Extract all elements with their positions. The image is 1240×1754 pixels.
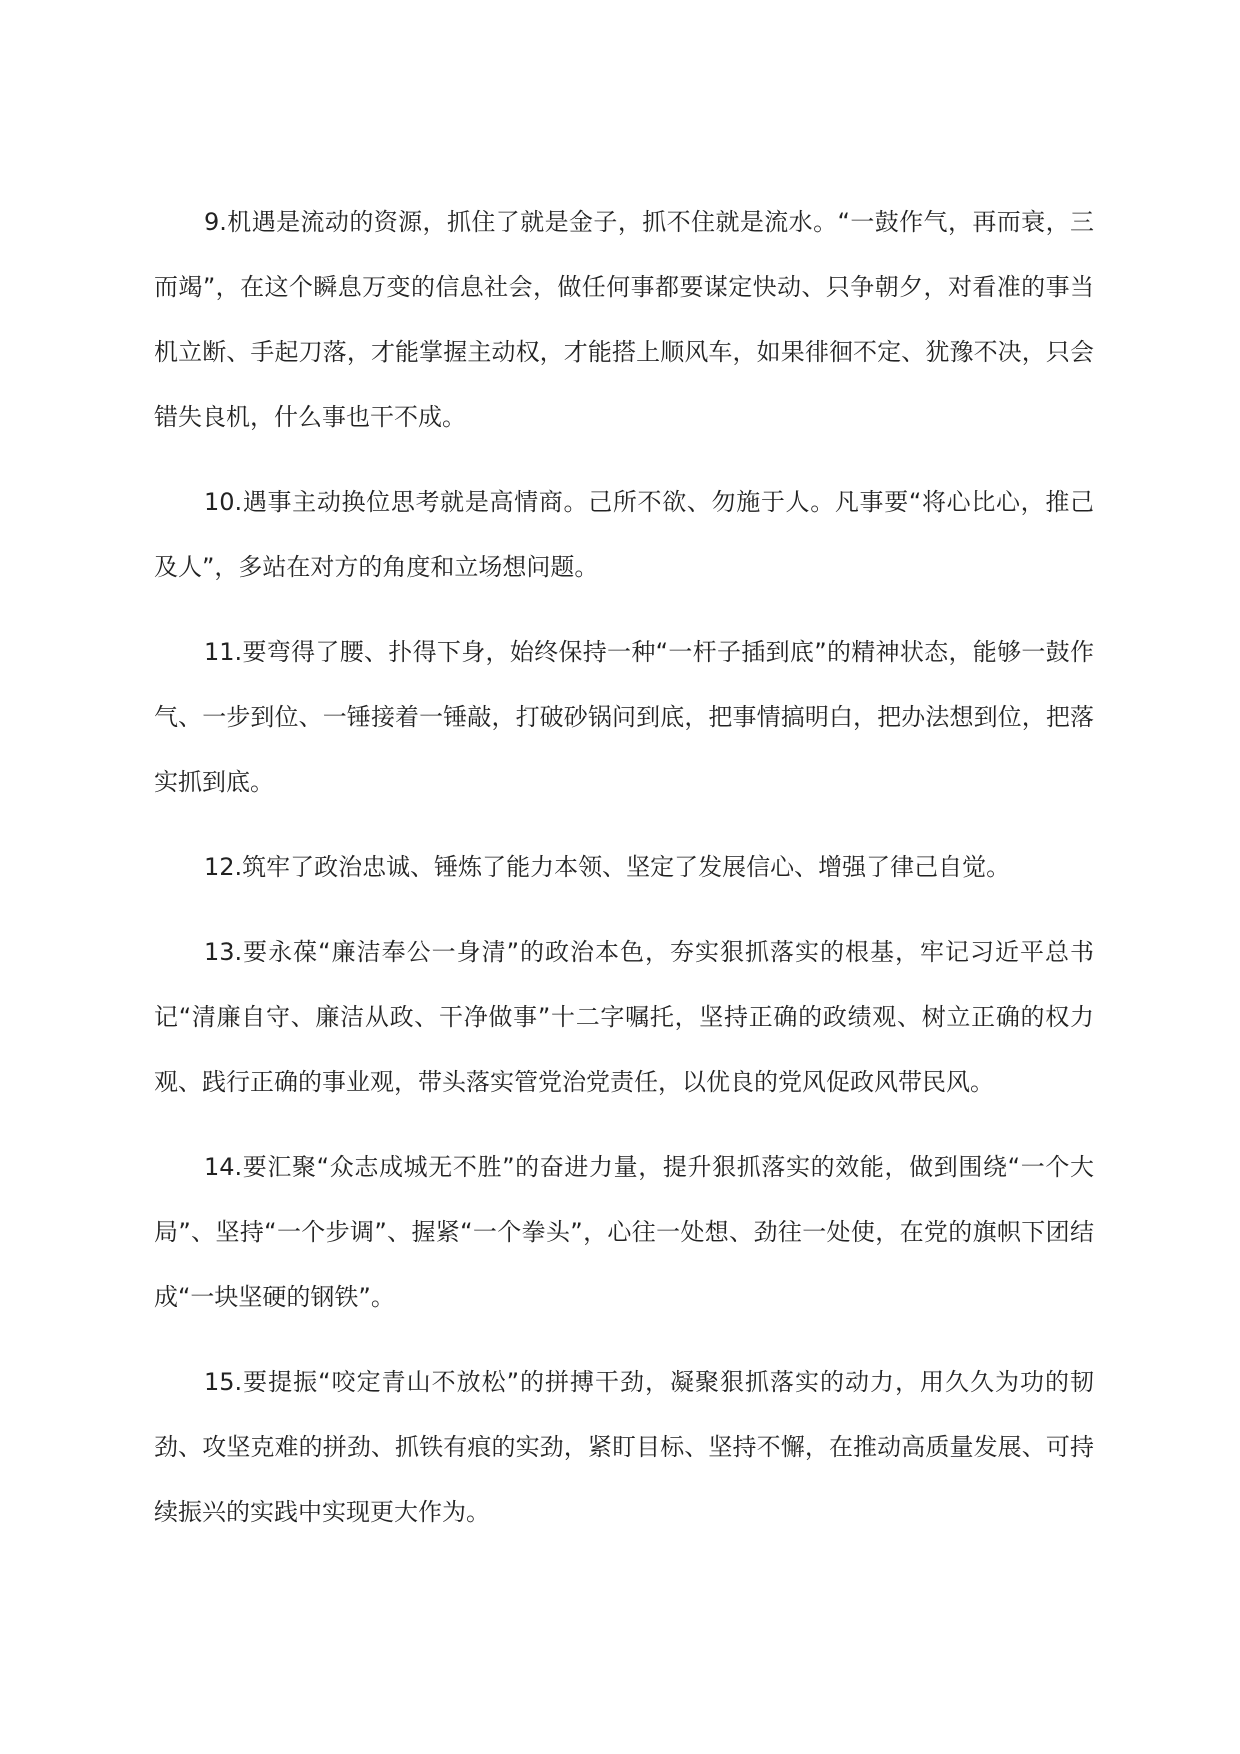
paragraph-14: 14.要汇聚“众志成城无不胜”的奋进力量，提升狠抓落实的效能，做到围绕“一个大局”、坚持“一个步调”、握紧“一个拳头”，心往一处想、劲往一处使，在党的旗帜下团结成“一块坚硬的钢铁”。 [154, 1153, 1094, 1311]
paragraph-15: 15.要提振“咬定青山不放松”的拼搏干劲，凝聚狠抓落实的动力，用久久为功的韧劲、攻坚克难的拼劲、抓铁有痕的实劲，紧盯目标、坚持不懈，在推动高质量发展、可持续振兴的实践中实现更大作为。 [154, 1368, 1094, 1526]
paragraph-10: 10.遇事主动换位思考就是高情商。己所不欲、勿施于人。凡事要“将心比心，推己及人”，多站在对方的角度和立场想问题。 [154, 488, 1094, 581]
paragraph-13: 13.要永葆“廉洁奉公一身清”的政治本色，夯实狠抓落实的根基，牢记习近平总书记“清廉自守、廉洁从政、干净做事”十二字嘱托，坚持正确的政绩观、树立正确的权力观、践行正确的事业观，带头落实管党治党责任，以优良的党风促政风带民风。 [154, 938, 1094, 1096]
paragraph-9: 9.机遇是流动的资源，抓住了就是金子，抓不住就是流水。“一鼓作气，再而衰，三而竭”，在这个瞬息万变的信息社会，做任何事都要谋定快动、只争朝夕，对看准的事当机立断、手起刀落，才能掌握主动权，才能搭上顺风车，如果徘徊不定、犹豫不决，只会错失良机，什么事也干不成。 [154, 208, 1094, 431]
paragraph-11: 11.要弯得了腰、扑得下身，始终保持一种“一杆子插到底”的精神状态，能够一鼓作气、一步到位、一锤接着一锤敲，打破砂锅问到底，把事情搞明白，把办法想到位，把落实抓到底。 [154, 638, 1094, 796]
paragraph-12: 12.筑牢了政治忠诚、锤炼了能力本领、坚定了发展信心、增强了律己自觉。 [204, 853, 1011, 881]
document-body [154, 190, 1094, 1565]
